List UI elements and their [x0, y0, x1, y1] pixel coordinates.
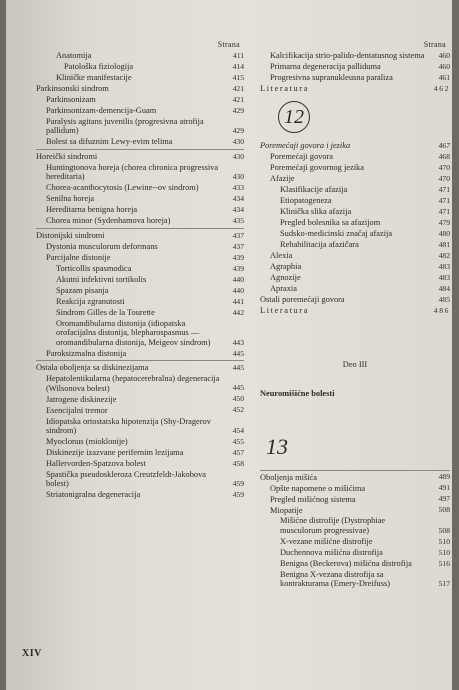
toc-entry: Agnozije 483: [270, 273, 450, 283]
toc-entry: Spazam pisanja 440: [56, 285, 244, 295]
toc-entry: Sindrom Gilles de la Tourette 442: [56, 307, 244, 317]
toc-entry: Parkinsonizam-demencija-Guam 429: [46, 105, 244, 115]
toc-entry: Etiopatogeneza 471: [280, 196, 450, 206]
toc-entry: Duchennova mišićna distrofija 510: [280, 547, 450, 557]
toc-entry: Klasifikacije afazija 471: [280, 185, 450, 195]
toc-entry: Parkinsonski sindrom 421: [36, 83, 244, 93]
toc-entry: Spastička pseudoskleroza Creutzfeldt-Jakobova bolest) 459: [46, 469, 244, 489]
toc-entry: Rehabilitacija afazičara 481: [280, 240, 450, 250]
toc-entry-literatura: Literatura 462: [260, 83, 450, 93]
toc-section: Horeički sindromi 430: [36, 149, 244, 161]
toc-entry: Benigna (Beckerova) mišićna distrofija 516: [280, 558, 450, 568]
toc-entry: Paralysis agitans juvenilis (progresivna atrofija pallidum) 429: [46, 116, 244, 136]
toc-entry: Benigna X-vezana distrofija sa kontrakturama (Emery-Dreifuss) 517: [280, 569, 450, 589]
toc-entry: Esencijalni tremor 452: [46, 405, 244, 415]
toc-section: Ostala oboljenja sa diskinezijama 445: [36, 360, 244, 372]
page-column-header: Strana: [217, 40, 240, 49]
toc-entry: Kliničke manifestacije 415: [56, 72, 244, 82]
toc-entry: Opšte napomene o mišićima 491: [270, 483, 450, 493]
toc-entry: Oromandibularna distonija (idiopatska orofacijalna distonija, blepharospasmus — oromandibularna distonija, Meigeov sindrom) 443: [56, 318, 244, 347]
toc-chapter-title: Poremećaji govora i jezika 467: [260, 141, 450, 151]
toc-entry: Ostali poremećaji govora 485: [260, 295, 450, 305]
toc-entry: Reakcija zgranutosti 441: [56, 296, 244, 306]
toc-entry: Torticollis spasmodica 439: [56, 263, 244, 273]
toc-entry: Pregled bolesnika sa afazijom 479: [280, 218, 450, 228]
toc-entry: Progresivna supranukleusna paraliza 461: [270, 72, 450, 82]
toc-entry: Striatonigralna degeneracija 459: [46, 490, 244, 500]
toc-entry: Hepatolentikularna (hepatocerebralna) degeneracija (Wilsonova bolest) 445: [46, 374, 244, 393]
toc-entry: Dystonia musculorum deformans 437: [46, 241, 244, 251]
toc-entry-literatura: Literatura 486: [260, 306, 450, 316]
toc-entry: Chorea minor (Sydenhamova horeja) 435: [46, 216, 244, 226]
toc-entry: Hallervorden-Spatzova bolest 458: [46, 458, 244, 468]
toc-entry: Senilna horeja 434: [46, 194, 244, 204]
toc-entry: Agraphia 483: [270, 262, 450, 272]
toc-entry: Paroksizmalna distonija 445: [46, 348, 244, 358]
toc-entry: Anatomija 411: [56, 50, 244, 61]
toc-entry: Pregled mišićnog sistema 497: [270, 494, 450, 504]
toc-section: Distonijski sindromi 437: [36, 228, 244, 240]
toc-entry: Parcijalne distonije 439: [46, 252, 244, 262]
toc-entry: Alexia 482: [270, 251, 450, 261]
toc-entry: Miopatije 508: [270, 505, 450, 515]
toc-chapter-title: Oboljenja mišića 489: [260, 470, 450, 482]
page-number: XIV: [22, 648, 42, 659]
toc-entry: Sudsko-medicinski značaj afazija 480: [280, 229, 450, 239]
toc-entry: Idiopatska ortostatska hipotenzija (Shy-Dragerov sindrom) 454: [46, 416, 244, 435]
toc-entry: Primarna degeneracija palliduma 460: [270, 61, 450, 72]
toc-right-column: [260, 40, 450, 590]
toc-entry: Hereditarna benigna horeja 434: [46, 205, 244, 215]
toc-entry: Myoclonus (mioklonije) 455: [46, 436, 244, 446]
toc-entry: Huntingtonova horeja (chorea chronica progressiva hereditaria) 430: [46, 162, 244, 182]
toc-entry: Parkinsonizam 421: [46, 94, 244, 104]
toc-entry: Mišićne distrofije (Dystrophiae musculorum progressivae) 508: [280, 516, 450, 535]
toc-entry: Chorea-acanthocytosis (Lewine--ov sindrom) 433: [46, 183, 244, 193]
toc-entry: Afazije 470: [270, 174, 450, 184]
page-column-header: Strana: [423, 40, 446, 49]
toc-entry: Jatrogene diskinezije 450: [46, 394, 244, 404]
toc-entry: Bolest sa difuznim Lewy-evim telima 430: [46, 137, 244, 147]
toc-entry: Poremećaji govora 468: [270, 152, 450, 162]
book-page: [6, 0, 452, 690]
chapter-number-13: 13: [266, 433, 288, 459]
toc-entry: X-vezane mišićne distrofije 510: [280, 536, 450, 546]
toc-entry: Patološka fiziologija 414: [64, 61, 244, 72]
toc-entry: Diskinezije izazvane perifernim lezijama 457: [46, 447, 244, 457]
toc-entry: Poremećaji govornog jezika 470: [270, 163, 450, 173]
part-heading: Deo III: [342, 359, 368, 369]
part-title: Neuromišićne bolesti: [260, 389, 335, 399]
chapter-number-12: 12: [278, 101, 310, 133]
toc-entry: Kalcifikacija strio-palido-dentatusnog sistema 460: [270, 50, 450, 61]
toc-entry: Akutni infektivni tortikolis 440: [56, 274, 244, 284]
toc-left-column: [36, 40, 244, 501]
toc-entry: Apraxia 484: [270, 284, 450, 294]
toc-entry: Klinička slika afazija 471: [280, 207, 450, 217]
